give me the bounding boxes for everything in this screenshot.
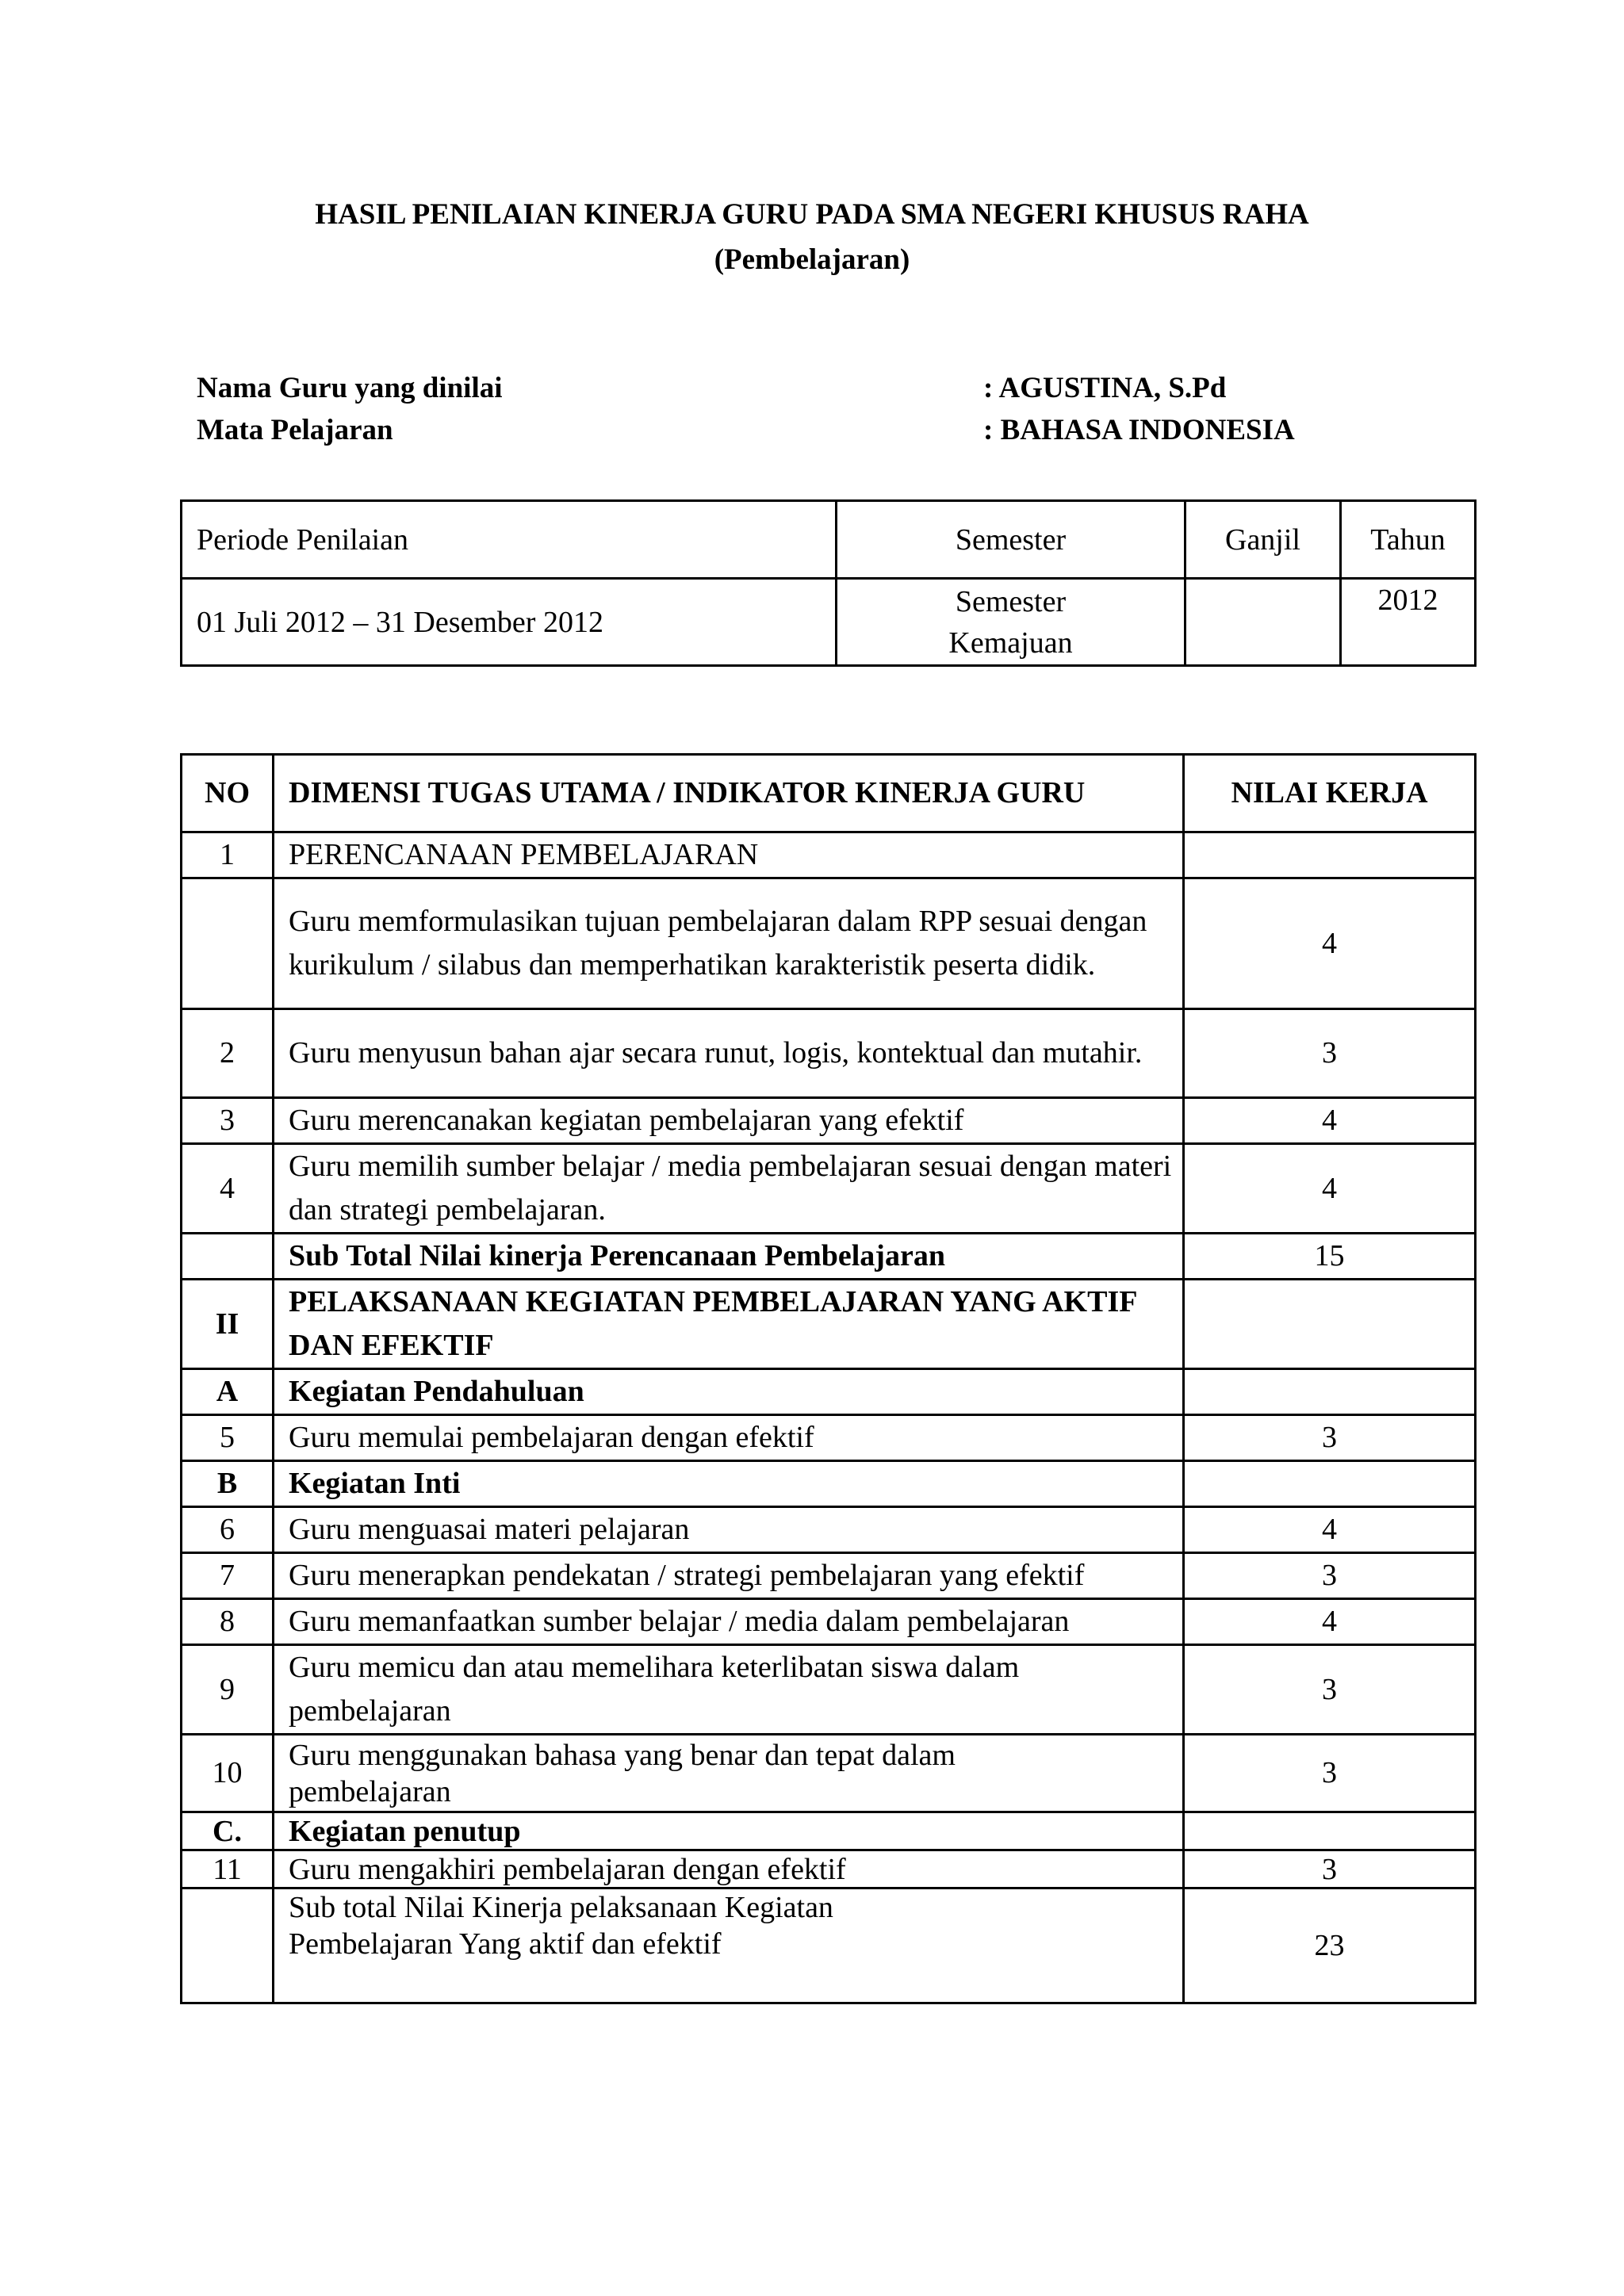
period-table xyxy=(180,499,1477,667)
row-score: 4 xyxy=(1184,1098,1476,1144)
row-text: Guru mengakhiri pembelajaran dengan efektif xyxy=(274,1850,1184,1888)
row-score xyxy=(1184,1369,1476,1415)
row-text: Kegiatan Pendahuluan xyxy=(274,1369,1184,1415)
table-row-section xyxy=(182,1812,1476,1850)
row-text: Guru memilih sumber belajar / media pembelajaran sesuai dengan materi dan strategi pembelajaran. xyxy=(274,1144,1184,1234)
table-row xyxy=(182,1599,1476,1645)
row-text: Sub total Nilai Kinerja pelaksanaan Kegiatan Pembelajaran Yang aktif dan efektif xyxy=(274,1888,1184,2003)
row-text: Guru menggunakan bahasa yang benar dan tepat dalam pembelajaran xyxy=(274,1735,1184,1812)
row-score: 15 xyxy=(1184,1234,1476,1280)
table-row xyxy=(182,1735,1476,1812)
row-text: PERENCANAAN PEMBELAJARAN xyxy=(274,832,1184,878)
row-no: 7 xyxy=(182,1553,274,1599)
row-no: II xyxy=(182,1280,274,1369)
row-text: PELAKSANAAN KEGIATAN PEMBELAJARAN YANG AKTIF DAN EFEKTIF xyxy=(274,1280,1184,1369)
table-row xyxy=(182,1009,1476,1098)
row-score xyxy=(1184,1280,1476,1369)
row-no: 8 xyxy=(182,1599,274,1645)
row-score: 23 xyxy=(1184,1888,1476,2003)
row-no xyxy=(182,1234,274,1280)
semester-label: Semester xyxy=(837,501,1185,579)
row-score: 4 xyxy=(1184,878,1476,1009)
table-row xyxy=(182,832,1476,878)
table-row-section xyxy=(182,1280,1476,1369)
row-no xyxy=(182,1888,274,2003)
row-score: 4 xyxy=(1184,1144,1476,1234)
row-no: 6 xyxy=(182,1507,274,1553)
row-no: 11 xyxy=(182,1850,274,1888)
document-title: HASIL PENILAIAN KINERJA GURU PADA SMA NEGERI KHUSUS RAHA xyxy=(315,198,1309,231)
row-text: Sub Total Nilai kinerja Perencanaan Pembelajaran xyxy=(274,1234,1184,1280)
table-row xyxy=(182,1645,1476,1735)
row-text: Guru memanfaatkan sumber belajar / media dalam pembelajaran xyxy=(274,1599,1184,1645)
table-row xyxy=(182,1507,1476,1553)
document-subtitle: (Pembelajaran) xyxy=(714,243,910,276)
row-no: 5 xyxy=(182,1415,274,1461)
header-score: NILAI KERJA xyxy=(1184,755,1476,832)
header-dimension: DIMENSI TUGAS UTAMA / INDIKATOR KINERJA GURU xyxy=(274,755,1184,832)
row-score: 4 xyxy=(1184,1599,1476,1645)
table-row-section xyxy=(182,1369,1476,1415)
row-score: 3 xyxy=(1184,1415,1476,1461)
row-no: 9 xyxy=(182,1645,274,1735)
teacher-label: Nama Guru yang dinilai xyxy=(197,372,503,404)
semester-type: Ganjil xyxy=(1185,501,1341,579)
row-text: Guru menerapkan pendekatan / strategi pembelajaran yang efektif xyxy=(274,1553,1184,1599)
row-no: A xyxy=(182,1369,274,1415)
row-no: 2 xyxy=(182,1009,274,1098)
row-text: Guru merencanakan kegiatan pembelajaran yang efektif xyxy=(274,1098,1184,1144)
row-no: 1 xyxy=(182,832,274,878)
subject-label: Mata Pelajaran xyxy=(197,414,393,446)
table-row-subtotal xyxy=(182,1234,1476,1280)
table-row-subtotal xyxy=(182,1888,1476,2003)
row-score: 3 xyxy=(1184,1850,1476,1888)
row-score xyxy=(1184,1812,1476,1850)
row-no xyxy=(182,878,274,1009)
row-score: 3 xyxy=(1184,1735,1476,1812)
header-no: NO xyxy=(182,755,274,832)
performance-table xyxy=(180,753,1477,2004)
year-value: 2012 xyxy=(1341,579,1476,666)
row-score: 3 xyxy=(1184,1553,1476,1599)
table-row xyxy=(182,1415,1476,1461)
semester-progress: Semester Kemajuan xyxy=(837,579,1185,666)
row-no: 3 xyxy=(182,1098,274,1144)
row-text: Kegiatan penutup xyxy=(274,1812,1184,1850)
teacher-value: : AGUSTINA, S.Pd xyxy=(983,372,1227,404)
table-row xyxy=(182,1553,1476,1599)
year-label: Tahun xyxy=(1341,501,1476,579)
table-row xyxy=(182,1098,1476,1144)
period-value: 01 Juli 2012 – 31 Desember 2012 xyxy=(182,579,837,666)
table-row xyxy=(182,1144,1476,1234)
row-text: Guru memicu dan atau memelihara keterlibatan siswa dalam pembelajaran xyxy=(274,1645,1184,1735)
subject-value: : BAHASA INDONESIA xyxy=(983,414,1295,446)
row-score: 3 xyxy=(1184,1009,1476,1098)
row-score: 3 xyxy=(1184,1645,1476,1735)
row-score xyxy=(1184,1461,1476,1507)
period-label: Periode Penilaian xyxy=(182,501,837,579)
row-text: Guru memulai pembelajaran dengan efektif xyxy=(274,1415,1184,1461)
table-row xyxy=(182,1850,1476,1888)
row-no: C. xyxy=(182,1812,274,1850)
row-text: Kegiatan Inti xyxy=(274,1461,1184,1507)
semester-empty-cell xyxy=(1185,579,1341,666)
row-text: Guru menyusun bahan ajar secara runut, logis, kontektual dan mutahir. xyxy=(274,1009,1184,1098)
row-no: 10 xyxy=(182,1735,274,1812)
row-no: B xyxy=(182,1461,274,1507)
table-header-row xyxy=(182,755,1476,832)
row-score: 4 xyxy=(1184,1507,1476,1553)
table-row-section xyxy=(182,1461,1476,1507)
row-text: Guru memformulasikan tujuan pembelajaran dalam RPP sesuai dengan kurikulum / silabus dan memperhatikan karakteristik peserta didik. xyxy=(274,878,1184,1009)
row-no: 4 xyxy=(182,1144,274,1234)
row-text: Guru menguasai materi pelajaran xyxy=(274,1507,1184,1553)
table-row xyxy=(182,878,1476,1009)
row-score xyxy=(1184,832,1476,878)
